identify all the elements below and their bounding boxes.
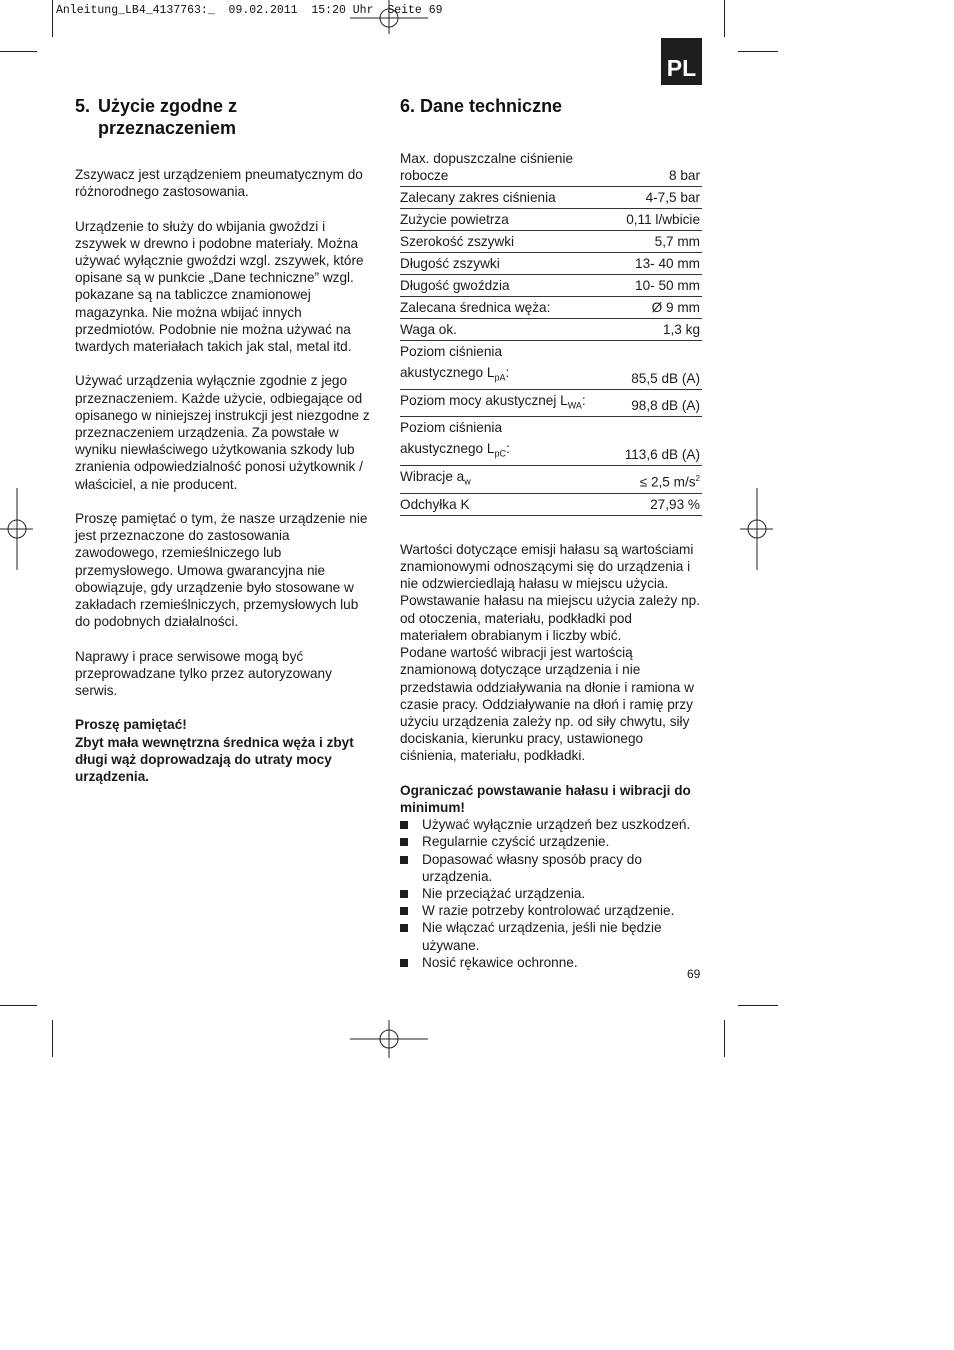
recommendation-list [400,816,702,971]
spec-label [400,466,625,494]
spec-value: 10- 50 mm [625,275,702,297]
spec-row [400,319,702,341]
spec-value [625,466,702,494]
crop-mark [52,1020,53,1057]
paragraph: Proszę pamiętać o tym, że nasze urządzenie nie jest przeznaczone do zastosowania zawodowego, rzemieślniczego lub przemysłowego. Umowa gwarancyjna nie obowiązuje, gdy urządzenie było stosowane w zakładach rzemieślniczych, przemysłowych lub do podobnych działalności. [75,511,368,630]
spec-row [400,187,702,209]
list-item: Nie włączać urządzenia, jeśli nie będzie używane. [400,919,702,953]
spec-value: 1,3 kg [625,319,702,341]
spec-row-lpa [400,362,702,389]
paragraph: Urządzenie to służy do wbijania gwoździ i zszywek w drewno i podobne materiały. Można używać wyłącznie gwoździ wzgl. zszywek, które opisane są w punkcie „Dane techniczne” wzgl. pokazane są na tabliczce znamionowej magazynka. Nie można wbijać innych przedmiotów. Podobnie nie można używać na twardych materiałach takich jak stal, metal itd. [75,218,364,355]
spec-label: Długość gwoździa [400,275,625,297]
paragraph: Używać urządzenia wyłącznie zgodnie z jego przeznaczeniem. Każde użycie, odbiegające od opisanego w niniejszej instrukcji jest niezgodne z przeznaczeniem urządzenia. Za powstałe w wyniku niewłaściwego użytkowania szkody lub zranienia odpowiedzialność ponosi użytkownik / właściciel, a nie producent. [75,373,370,492]
header-time: 15:20 Uhr [311,4,374,17]
header-page-label: Seite 69 [387,4,443,17]
spec-label-text: akustycznego L [400,441,495,457]
spec-value: 5,7 mm [625,231,702,253]
crop-mark [724,0,725,37]
registration-mark-bottom [350,1020,430,1060]
right-column [400,95,702,971]
spec-label [400,438,625,465]
spec-subscript: pA [494,372,506,383]
spec-value: 113,6 dB (A) [625,438,702,465]
crop-mark [0,51,37,52]
spec-row-k [400,493,702,515]
spec-value: 85,5 dB (A) [625,362,702,389]
spec-row-lpc [400,438,702,465]
spec-label-text: Wibracje a [400,469,465,485]
spec-superscript: 2 [695,474,700,484]
section-number: 5. [75,96,91,116]
spec-value: 0,11 l/wbicie [625,209,702,231]
registration-mark-right [740,488,774,572]
note-text: Zbyt mała wewnętrzna średnica węża i zbyt długi wąż doprowadzają do utraty mocy urządzenia. [75,734,354,785]
header-date: 09.02.2011 [228,4,298,17]
spec-label: Zalecany zakres ciśnienia [400,187,625,209]
spec-label-text: akustycznego L [400,365,495,380]
list-item: W razie potrzeby kontrolować urządzenie. [400,902,702,919]
crop-mark [52,0,53,37]
spec-subscript: pC [494,449,506,460]
spec-value: 98,8 dB (A) [625,389,702,417]
spec-table [400,148,702,516]
list-item: Dopasować własny sposób pracy do urządzenia. [400,851,702,885]
list-item: Używać wyłącznie urządzeń bez uszkodzeń. [400,816,702,833]
spec-label-text: Poziom mocy akustycznej L [400,392,568,408]
spec-label: Max. dopuszczalne ciśnienie robocze [400,148,625,187]
section-title-line2: przeznaczeniem [98,118,237,138]
section-title-line1: Użycie zgodne z [98,96,238,116]
spec-label [400,389,625,417]
spec-row [400,297,702,319]
spec-row [400,253,702,275]
spec-label: Szerokość zszywki [400,231,625,253]
spec-value: 8 bar [625,148,702,187]
spec-row [400,209,702,231]
spec-label: Zalecana średnica węża: [400,297,625,319]
spec-label: Długość zszywki [400,253,625,275]
paragraph: Naprawy i prace serwisowe mogą być przeprowadzane tylko przez autoryzowany serwis. [75,648,332,699]
crop-mark [738,1005,778,1006]
spec-label-suffix: : [581,392,586,408]
spec-subscript: w [464,476,471,487]
spec-row-lpa-top [400,341,702,363]
list-title: Ograniczać powstawanie hałasu i wibracji do minimum! [400,782,691,815]
spec-label: Poziom ciśnienia [400,420,502,436]
paragraph: Podane wartość wibracji jest wartością znamionową dotyczące urządzenia i nie przedstawia oddziaływania na dłonie i ramiona w czasie pracy. Oddziaływanie na dłoń i ramię przy użyciu urządzenia zależy np. od siły chwytu, siły dociskania, kierunku pracy, ustawionego ciśnienia, materiału, podkładki. [400,645,694,764]
header-filename: Anleitung_LB4_4137763:_ [56,4,215,17]
spec-row [400,231,702,253]
spec-value: Ø 9 mm [625,297,702,319]
left-column [75,95,375,785]
spec-value-text: ≤ 2,5 m/s [639,474,696,490]
registration-mark-left [0,488,34,572]
crop-mark [0,1005,37,1006]
spec-value: 27,93 % [625,493,702,515]
spec-row-lpc-top [400,417,702,439]
page-number: 69 [687,967,701,981]
section-heading [400,95,702,117]
registration-mark-top [350,0,430,36]
list-item: Regularnie czyścić urządzenie. [400,833,702,850]
spec-label-suffix: : [505,365,510,380]
section-number: 6. [400,96,416,116]
spec-label [400,362,625,389]
spec-row-vibration [400,466,702,494]
section-title: Dane techniczne [420,96,563,116]
spec-row [400,275,702,297]
paragraph: Wartości dotyczące emisji hałasu są wartościami znamionowymi odnoszącymi się do urządzenia i nie odzwierciedlają hałasu w miejscu użycia. Powstawanie hałasu na miejscu użycia zależy np. od otoczenia, materiału, podkładki pod materiałem obrabianym i liczby wbić. [400,541,700,643]
note-title: Proszę pamiętać! [75,717,187,733]
spec-label: Zużycie powietrza [400,209,625,231]
spec-row [400,148,702,187]
spec-value: 13- 40 mm [625,253,702,275]
section-heading [75,95,375,139]
crop-mark [738,51,778,52]
list-item: Nosić rękawice ochronne. [400,954,702,971]
language-badge: PL [661,38,702,85]
spec-value: 4-7,5 bar [625,187,702,209]
spec-row-lwa [400,389,702,417]
spec-label-suffix: : [505,441,510,457]
list-item: Nie przeciążać urządzenia. [400,885,702,902]
spec-label: Poziom ciśnienia [400,344,502,359]
spec-label: Waga ok. [400,319,625,341]
crop-mark [724,1020,725,1057]
spec-label: Odchyłka K [400,493,625,515]
paragraph: Zszywacz jest urządzeniem pneumatycznym do różnorodnego zastosowania. [75,167,363,200]
spec-subscript: WA [567,400,582,411]
